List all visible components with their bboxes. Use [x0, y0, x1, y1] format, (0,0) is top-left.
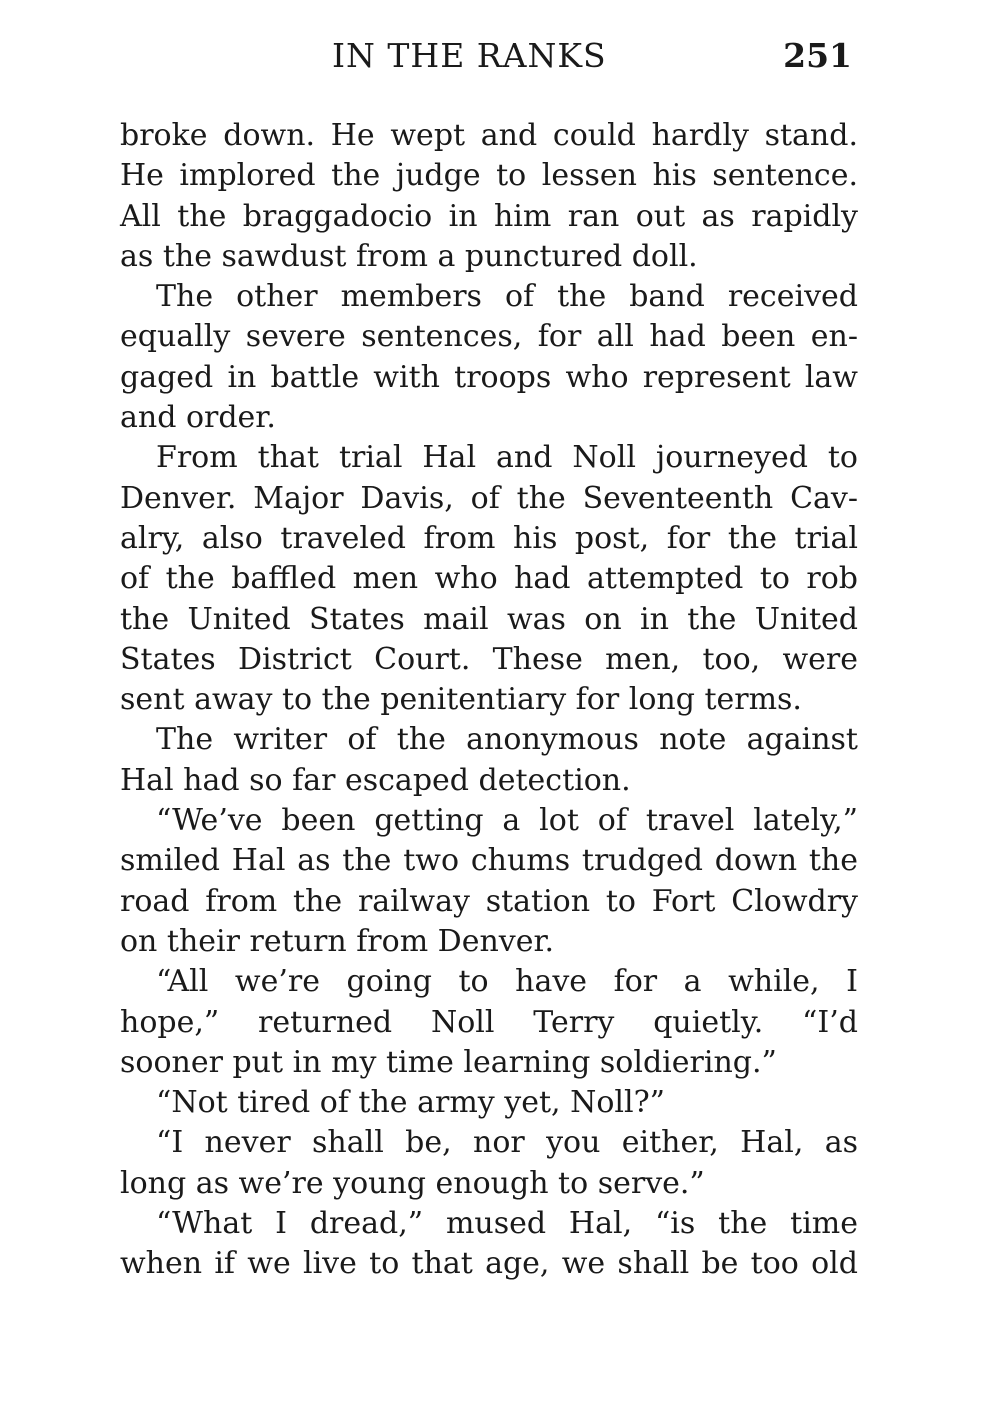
text-line: sooner put in my time learning soldiering.”	[120, 1044, 777, 1080]
text-line: on their return from Denver.	[120, 923, 555, 959]
text-line: road from the railway station to Fort Clowdry	[120, 883, 858, 919]
text-line: smiled Hal as the two chums trudged down the	[120, 843, 858, 879]
page-number: 251	[783, 36, 852, 75]
text-line: hope,” returned Noll Terry quietly. “I’d	[120, 1004, 858, 1040]
text-line: of the baffled men who had attempted to rob	[120, 561, 858, 597]
text-line: broke down. He wept and could hardly stand.	[120, 118, 858, 153]
text-line: and order.	[120, 400, 276, 436]
text-line: as the sawdust from a punctured doll.	[120, 238, 698, 274]
text-line: when if we live to that age, we shall be too old	[120, 1246, 858, 1282]
text-line: gaged in battle with troops who represent law	[120, 359, 858, 395]
text-line: “Not tired of the army yet, Noll?”	[156, 1085, 666, 1121]
text-line: The other members of the band received	[156, 279, 858, 315]
text-line: States District Court. These men, too, were	[120, 641, 858, 677]
text-line: equally severe sentences, for all had been en-	[120, 319, 858, 355]
text-line: “I never shall be, nor you either, Hal, as	[156, 1125, 858, 1161]
text-line: “What I dread,” mused Hal, “is the time	[156, 1206, 858, 1242]
running-title: IN THE RANKS	[332, 36, 607, 75]
body-text	[120, 116, 858, 1285]
text-line: the United States mail was on in the United	[120, 601, 858, 637]
text-line: He implored the judge to lessen his sentence.	[120, 158, 858, 194]
text-line: All the braggadocio in him ran out as rapidly	[120, 198, 858, 234]
text-line: long as we’re young enough to serve.”	[120, 1165, 705, 1201]
text-line: From that trial Hal and Noll journeyed to	[156, 440, 858, 476]
text-line: sent away to the penitentiary for long terms.	[120, 682, 802, 718]
text-line: alry, also traveled from his post, for the trial	[120, 520, 858, 556]
page-header	[120, 36, 852, 76]
text-line: “We’ve been getting a lot of travel lately,”	[156, 803, 858, 839]
text-line: Denver. Major Davis, of the Seventeenth Cav-	[120, 480, 858, 516]
text-line: The writer of the anonymous note against	[156, 722, 858, 758]
text-line: “All we’re going to have for a while, I	[156, 964, 858, 1000]
text-line: Hal had so far escaped detection.	[120, 762, 631, 798]
